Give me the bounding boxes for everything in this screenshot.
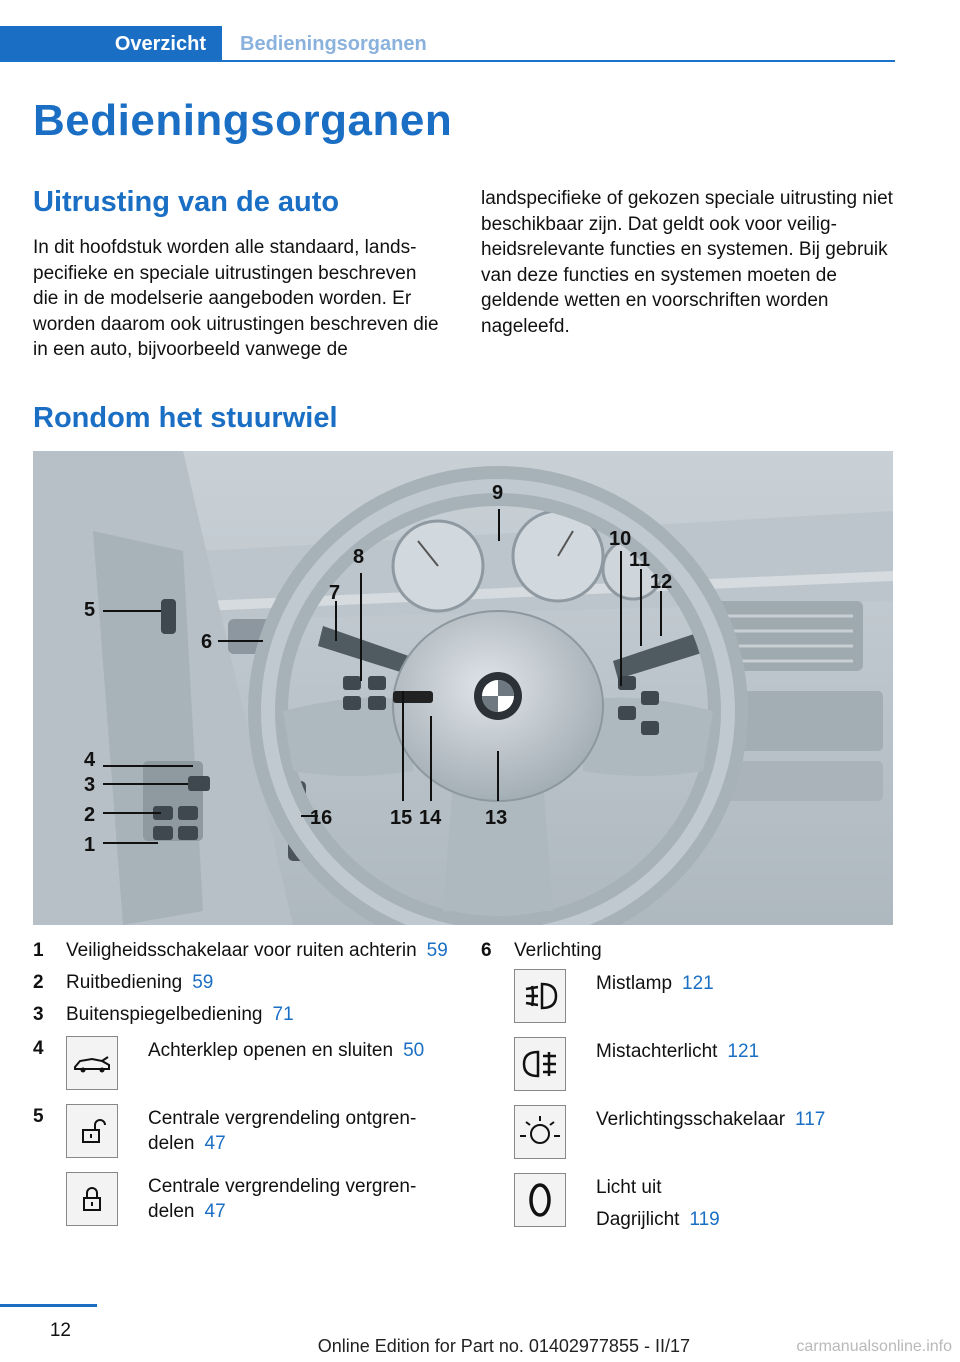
fog-lamp-icon	[514, 969, 566, 1023]
legend-item-5b	[33, 1172, 453, 1226]
legend-row-light-off	[514, 1173, 901, 1232]
figure-label-9: 9	[492, 482, 504, 504]
legend-list-left	[33, 938, 453, 1226]
page-ref-link[interactable]: 47	[204, 1201, 226, 1222]
figure-label-3: 3	[84, 774, 96, 796]
figure-label-6: 6	[201, 631, 213, 653]
legend-text: Verlichtingsschakelaar	[596, 1109, 786, 1130]
page-ref-link[interactable]: 71	[272, 1004, 294, 1025]
steering-wheel-figure	[33, 451, 893, 925]
legend-text: Centrale vergrendeling ontgrendelen	[148, 1108, 417, 1154]
page-number: 12	[49, 1320, 71, 1341]
page-ref-link[interactable]: 47	[204, 1133, 226, 1154]
edition-note: Online Edition for Part no. 01402977855 - II/17	[317, 1336, 690, 1356]
light-switch-icon	[514, 1105, 566, 1159]
legend-item-1	[33, 938, 453, 963]
legend-text: Mistachterlicht	[596, 1041, 718, 1062]
legend-item-3	[33, 1002, 453, 1027]
lock-icon	[66, 1172, 118, 1226]
legend-text: Buitenspiegelbediening	[66, 1004, 263, 1025]
page-ref-link[interactable]: 121	[682, 973, 714, 994]
car-tailgate-icon	[66, 1036, 118, 1090]
figure-label-4: 4	[84, 749, 96, 771]
legend-text: Centrale vergrendeling vergrendelen	[148, 1176, 417, 1222]
page-ref-link[interactable]: 121	[727, 1041, 760, 1062]
legend-number: 1	[33, 940, 44, 961]
tab-overzicht[interactable]: Overzicht	[0, 26, 222, 62]
watermark: carmanualsonline.info	[796, 1338, 952, 1355]
legend-group-title: Verlichting	[514, 940, 602, 961]
legend-text: Veiligheidsschakelaar voor ruiten achterin	[66, 940, 417, 961]
figure-label-7: 7	[329, 582, 341, 604]
legend-number: 4	[33, 1038, 44, 1059]
figure-label-10: 10	[609, 528, 632, 550]
legend-row-rear-fog	[514, 1037, 901, 1091]
legend-text: Mistlamp	[596, 973, 673, 994]
figure-label-16: 16	[310, 807, 333, 829]
intro-text-left: In dit hoofdstuk worden alle standaard, landspecifieke en speciale uitrustingen beschreven die in de modelserie aangeboden worden. Er worden daarom ook uitrustingen beschreven die in een auto, bijvoorbeeld vanwege de	[33, 237, 439, 360]
tab-bedieningsorganen[interactable]: Bedieningsorganen	[240, 33, 427, 55]
legend-item-4	[33, 1036, 453, 1090]
page-ref-link[interactable]: 119	[689, 1209, 720, 1230]
figure-label-11: 11	[629, 549, 651, 571]
rear-fog-lamp-icon	[514, 1037, 566, 1091]
legend-row-light-switch	[514, 1105, 901, 1159]
intro-text-right: landspecifieke of gekozen speciale uitrusting niet beschikbaar zijn. Dat geldt ook voor veiligheidsrelevante functies en systemen. Bij gebruik van deze functies en systemen moeten de geldende wetten en voorschriften worden nageleefd.	[481, 188, 893, 337]
legend-list-right	[481, 938, 901, 1232]
figure-label-5: 5	[84, 599, 96, 621]
zero-icon	[514, 1173, 566, 1227]
legend-text-2: Dagrijlicht	[596, 1209, 680, 1230]
legend-item-2	[33, 970, 453, 995]
legend-number: 2	[33, 972, 44, 993]
legend-text: Ruitbediening	[66, 972, 183, 993]
figure-label-1: 1	[84, 834, 96, 856]
unlock-icon	[66, 1104, 118, 1158]
legend-number: 3	[33, 1004, 44, 1025]
figure-label-13: 13	[485, 807, 508, 829]
page-ref-link[interactable]: 59	[426, 940, 448, 961]
legend-item-5	[33, 1104, 453, 1158]
legend-item-6	[481, 938, 901, 1232]
page-ref-link[interactable]: 59	[192, 972, 214, 993]
legend-number: 5	[33, 1106, 44, 1127]
footer-rule	[0, 1304, 97, 1307]
section-heading-stuurwiel: Rondom het stuurwiel	[33, 402, 338, 434]
figure-label-12: 12	[650, 571, 673, 593]
section-heading-uitrusting: Uitrusting van de auto	[33, 186, 340, 218]
figure-label-14: 14	[419, 807, 442, 829]
figure-label-15: 15	[390, 807, 413, 829]
chapter-tabbar	[0, 26, 895, 62]
tabbar-rule	[0, 60, 895, 62]
page-ref-link[interactable]: 117	[795, 1109, 826, 1130]
page-title: Bedieningsorganen	[33, 96, 453, 145]
legend-text: Achterklep openen en sluiten	[148, 1040, 394, 1061]
legend-number: 6	[481, 940, 492, 961]
figure-label-2: 2	[84, 804, 96, 826]
page-ref-link[interactable]: 50	[403, 1040, 425, 1061]
figure-label-8: 8	[353, 546, 365, 568]
legend-row-fog-lamp	[514, 969, 901, 1023]
legend-text: Licht uit	[596, 1177, 662, 1198]
steering-wheel-illustration	[33, 451, 893, 925]
